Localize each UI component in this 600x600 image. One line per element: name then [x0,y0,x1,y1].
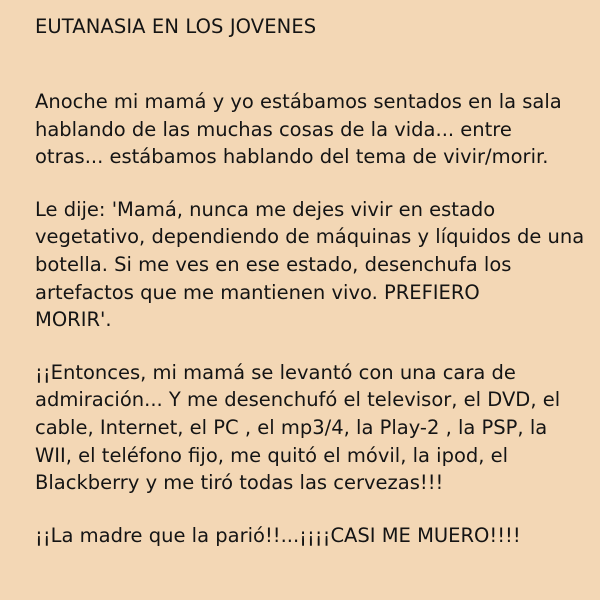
text-line: vegetativo, dependiendo de máquinas y líquidos de una [35,225,585,249]
spacer [35,41,590,88]
text-line: hablando de las muchas cosas de la vida... entre [35,117,512,141]
text-line: botella. Si me ves en ese estado, desenchufa los [35,252,512,276]
paragraph-conversation-context [35,88,590,171]
paragraph-punchline-setup [35,359,590,497]
text-line: ¡¡La madre que la parió!!...¡¡¡¡CASI ME MUERO!!!! [35,523,521,547]
spacer [35,171,590,196]
document-title: EUTANASIA EN LOS JOVENES [35,15,317,38]
text-line: Anoche mi mamá y yo estábamos sentados en la sala [35,90,562,113]
text-line: Blackberry y me tiró todas las cervezas!!! [35,471,444,495]
text-line: artefactos que me mantienen vivo. PREFIERO [35,280,480,304]
paragraph-closing [35,522,590,550]
text-line: ¡¡Entonces, mi mamá se levantó con una cara de [35,360,516,384]
text-line: WII, el teléfono fijo, me quitó el móvil, la ipod, el [35,443,509,467]
text-line: admiración... Y me desenchufó el televisor, el DVD, el [35,388,561,412]
spacer [35,497,590,522]
spacer [35,334,590,359]
text-line: MORIR'. [35,308,112,332]
text-line: Le dije: 'Mamá, nunca me dejes vivir en estado [35,197,496,221]
text-line: cable, Internet, el PC , el mp3/4, la Play-2 , la PSP, la [35,415,548,439]
text-line: otras... estábamos hablando del tema de vivir/morir. [35,145,549,169]
paragraph-request [35,196,590,334]
